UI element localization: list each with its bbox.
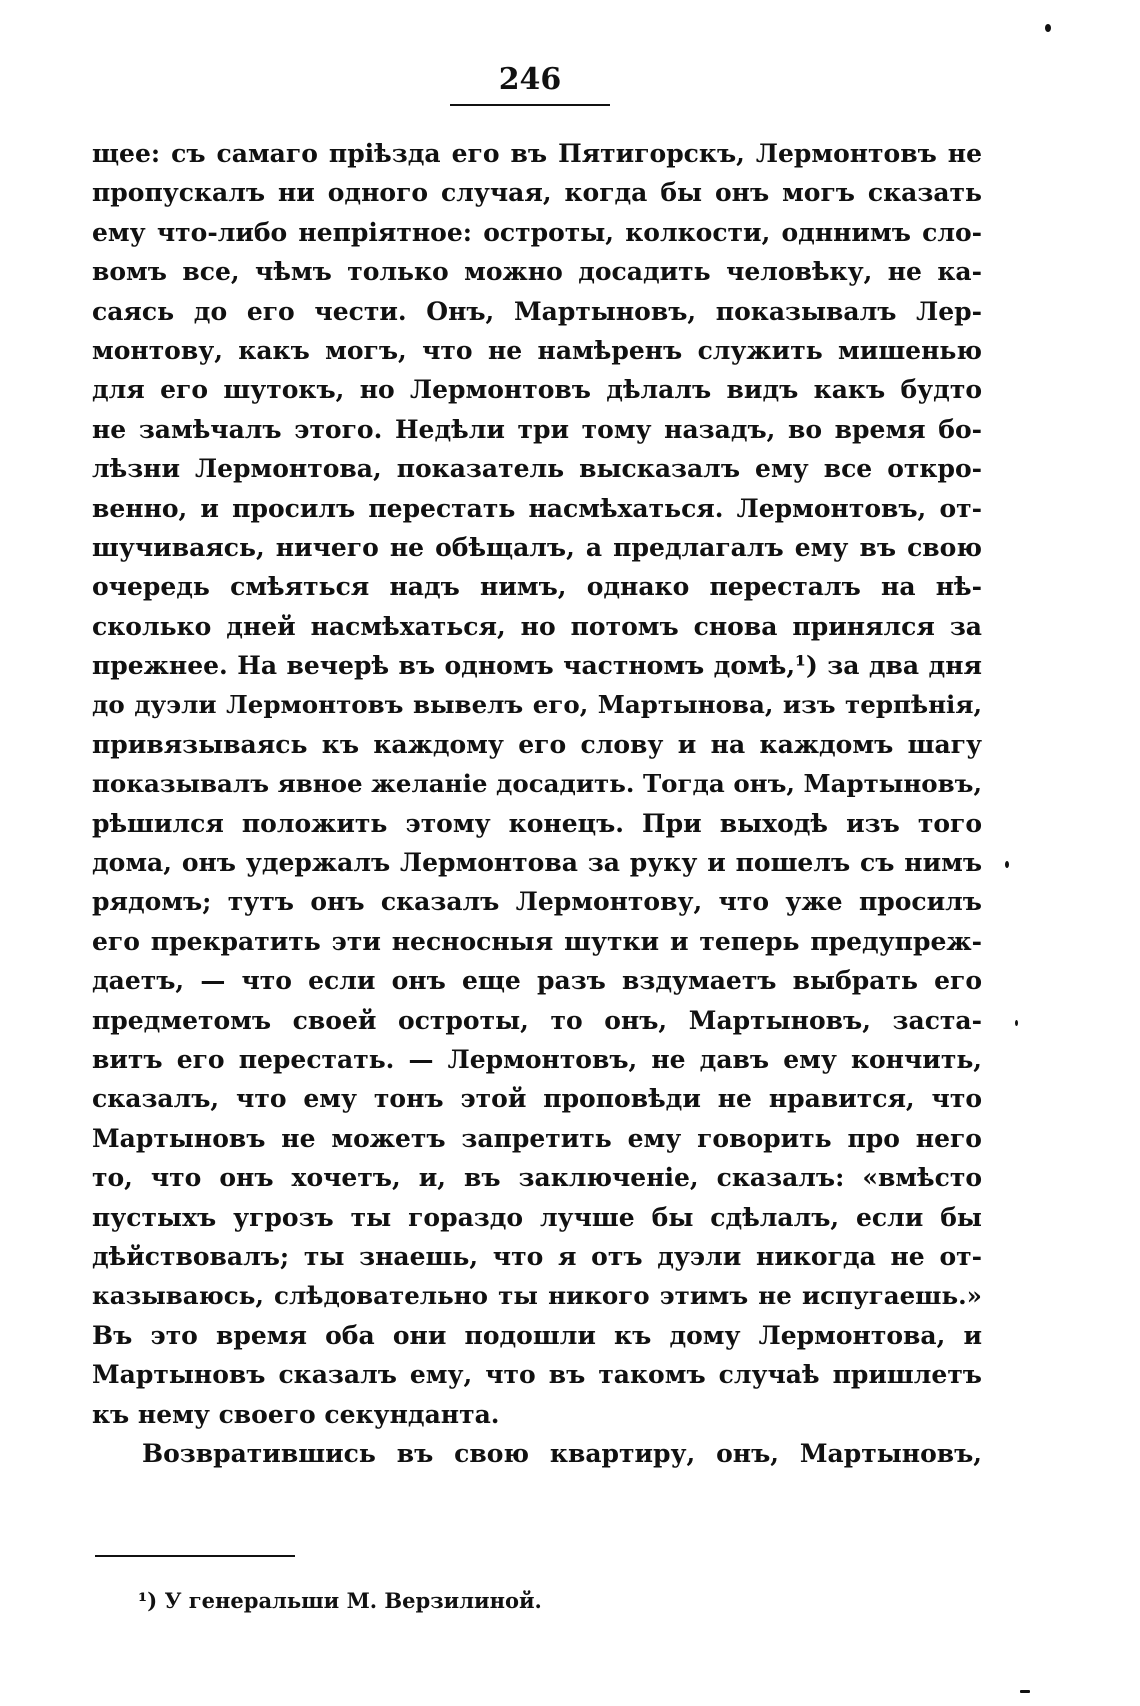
text-line: вомъ все, чѣмъ только можно досадить человѣку, не ка-: [92, 257, 982, 287]
scan-speck: [1005, 861, 1009, 868]
text-line: щее: съ самаго пріѣзда его въ Пятигорскъ, Лермонтовъ не: [92, 139, 982, 168]
text-line: рѣшился положить этому конецъ. При выходѣ изъ того: [92, 808, 982, 838]
text-line: Возвратившись въ свою квартиру, онъ, Мартыновъ,: [142, 1438, 982, 1468]
scan-speck: [1015, 1020, 1018, 1026]
footnote: ¹) У генеральши М. Верзилиной.: [138, 1588, 542, 1613]
text-line: пустыхъ угрозъ ты гораздо лучше бы сдѣлалъ, если бы: [92, 1202, 982, 1232]
text-line: рядомъ; тутъ онъ сказалъ Лермонтову, что уже просилъ: [92, 887, 982, 917]
text-line: дома, онъ удержалъ Лермонтова за руку и пошелъ съ нимъ: [92, 848, 982, 878]
text-line: венно, и просилъ перестать насмѣхаться. Лермонтовъ, от-: [92, 493, 982, 523]
text-line: предметомъ своей остроты, то онъ, Мартыновъ, заста-: [92, 1005, 982, 1035]
text-line: дѣйствовалъ; ты знаешь, что я отъ дуэли никогда не от-: [92, 1241, 982, 1271]
header-rule: [450, 104, 610, 106]
text-line: для его шутокъ, но Лермонтовъ дѣлалъ видъ какъ будто: [92, 375, 982, 405]
text-line: Мартыновъ не можетъ запретить ему говорить про него: [92, 1123, 982, 1153]
text-line: сказалъ, что ему тонъ этой проповѣди не нравится, что: [92, 1084, 982, 1114]
text-line: пропускалъ ни одного случая, когда бы онъ могъ сказать: [92, 178, 982, 208]
footnote-rule: [95, 1555, 295, 1557]
text-line: до дуэли Лермонтовъ вывелъ его, Мартынова, изъ терпѣнія,: [92, 690, 982, 720]
text-line: то, что онъ хочетъ, и, въ заключеніе, сказалъ: «вмѣсто: [92, 1163, 982, 1193]
body-text: [92, 134, 982, 1473]
text-line: очередь смѣяться надъ нимъ, однако пересталъ на нѣ-: [92, 572, 982, 602]
text-line: не замѣчалъ этого. Недѣли три тому назадъ, во время бо-: [92, 414, 982, 444]
text-line: сколько дней насмѣхаться, но потомъ снова принялся за: [92, 611, 982, 641]
text-line: прежнее. На вечерѣ въ одномъ частномъ домѣ,¹) за два дня: [92, 651, 982, 681]
scan-speck: [1045, 24, 1051, 32]
text-line: Въ это время оба они подошли къ дому Лермонтова, и: [92, 1320, 982, 1350]
text-line: привязываясь къ каждому его слову и на каждомъ шагу: [92, 729, 982, 759]
text-line: его прекратить эти несносныя шутки и теперь предупреж-: [92, 926, 982, 956]
text-line: казываюсь, слѣдовательно ты никого этимъ не испугаешь.»: [92, 1281, 982, 1311]
text-line: ему что-либо непріятное: остроты, колкости, одннимъ сло-: [92, 217, 982, 247]
text-line: даетъ, — что если онъ еще разъ вздумаетъ выбрать его: [92, 966, 982, 996]
text-line: монтову, какъ могъ, что не намѣренъ служить мишенью: [92, 335, 982, 365]
text-line: лѣзни Лермонтова, показатель высказалъ ему все откро-: [92, 454, 982, 484]
text-line: витъ его перестать. — Лермонтовъ, не давъ ему кончить,: [92, 1044, 982, 1074]
text-line: саясь до его чести. Онъ, Мартыновъ, показывалъ Лер-: [92, 296, 982, 326]
page-number: 246: [498, 62, 562, 97]
text-line: къ нему своего секунданта.: [92, 1399, 500, 1429]
text-line: Мартыновъ сказалъ ему, что въ такомъ случаѣ пришлетъ: [92, 1360, 982, 1390]
text-line: шучиваясь, ничего не обѣщалъ, а предлагалъ ему въ свою: [92, 532, 982, 562]
scan-speck: [1020, 1690, 1030, 1693]
text-line: показывалъ явное желаніе досадить. Тогда онъ, Мартыновъ,: [92, 769, 982, 799]
